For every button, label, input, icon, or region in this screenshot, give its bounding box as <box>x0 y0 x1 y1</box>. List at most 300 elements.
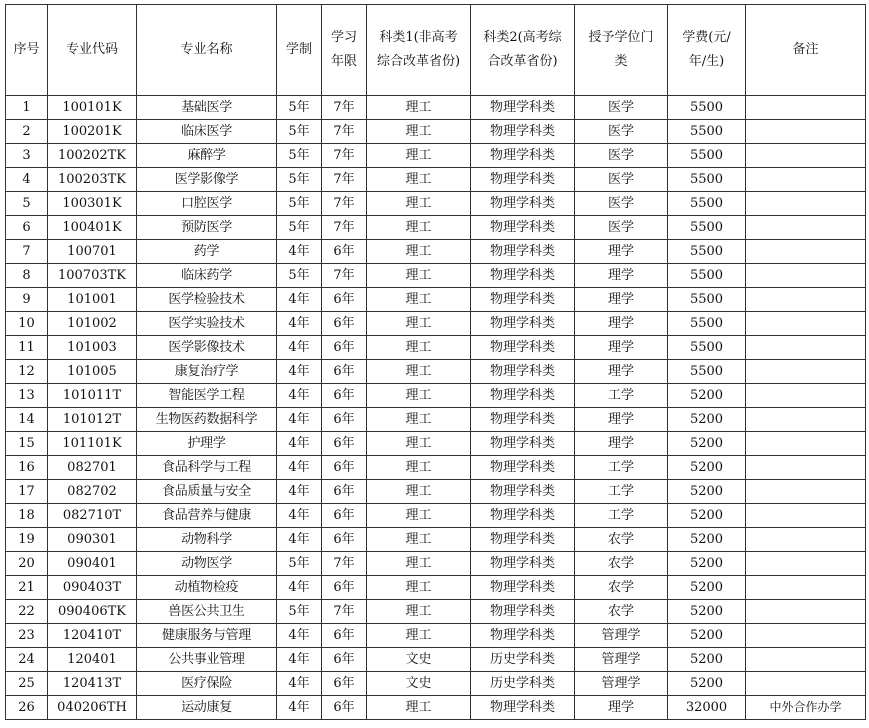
cell-category1: 理工 <box>367 408 471 432</box>
header-study-limit: 学习年限 <box>322 5 367 96</box>
cell-duration: 4年 <box>277 240 322 264</box>
cell-duration: 5年 <box>277 168 322 192</box>
table-row <box>6 216 866 240</box>
cell-code: 100201K <box>48 120 137 144</box>
cell-degree: 理学 <box>575 264 668 288</box>
cell-category1: 文史 <box>367 672 471 696</box>
cell-duration: 4年 <box>277 288 322 312</box>
cell-study-limit: 6年 <box>322 360 367 384</box>
cell-fee: 5200 <box>668 480 746 504</box>
cell-study-limit: 6年 <box>322 672 367 696</box>
cell-fee: 5500 <box>668 120 746 144</box>
cell-study-limit: 7年 <box>322 600 367 624</box>
cell-code: 101003 <box>48 336 137 360</box>
cell-duration: 4年 <box>277 312 322 336</box>
cell-study-limit: 6年 <box>322 480 367 504</box>
cell-category2: 物理学科类 <box>471 456 575 480</box>
cell-study-limit: 6年 <box>322 576 367 600</box>
cell-code: 082701 <box>48 456 137 480</box>
cell-duration: 4年 <box>277 408 322 432</box>
table-row <box>6 576 866 600</box>
cell-fee: 5500 <box>668 96 746 120</box>
cell-study-limit: 7年 <box>322 120 367 144</box>
cell-index: 17 <box>6 480 48 504</box>
cell-category2: 物理学科类 <box>471 120 575 144</box>
cell-duration: 4年 <box>277 672 322 696</box>
table-body <box>6 96 866 720</box>
cell-duration: 5年 <box>277 144 322 168</box>
table-row <box>6 480 866 504</box>
cell-notes <box>746 408 866 432</box>
table-row <box>6 600 866 624</box>
cell-duration: 4年 <box>277 360 322 384</box>
cell-name: 医学影像学 <box>137 168 277 192</box>
cell-notes <box>746 504 866 528</box>
cell-code: 120413T <box>48 672 137 696</box>
cell-notes <box>746 648 866 672</box>
cell-study-limit: 6年 <box>322 696 367 720</box>
cell-study-limit: 7年 <box>322 264 367 288</box>
cell-fee: 5200 <box>668 576 746 600</box>
cell-index: 13 <box>6 384 48 408</box>
table-row <box>6 672 866 696</box>
cell-fee: 5500 <box>668 144 746 168</box>
cell-category1: 理工 <box>367 240 471 264</box>
cell-duration: 5年 <box>277 552 322 576</box>
header-notes: 备注 <box>746 5 866 96</box>
cell-duration: 4年 <box>277 384 322 408</box>
header-duration: 学制 <box>277 5 322 96</box>
cell-fee: 5500 <box>668 216 746 240</box>
cell-code: 100703TK <box>48 264 137 288</box>
cell-duration: 5年 <box>277 216 322 240</box>
cell-index: 5 <box>6 192 48 216</box>
cell-name: 预防医学 <box>137 216 277 240</box>
table-row <box>6 264 866 288</box>
cell-index: 10 <box>6 312 48 336</box>
cell-code: 040206TH <box>48 696 137 720</box>
cell-duration: 4年 <box>277 648 322 672</box>
header-row <box>6 5 866 96</box>
cell-duration: 5年 <box>277 192 322 216</box>
cell-category1: 理工 <box>367 312 471 336</box>
cell-notes <box>746 672 866 696</box>
cell-name: 健康服务与管理 <box>137 624 277 648</box>
cell-name: 公共事业管理 <box>137 648 277 672</box>
cell-duration: 5年 <box>277 96 322 120</box>
cell-fee: 5200 <box>668 384 746 408</box>
cell-category2: 物理学科类 <box>471 432 575 456</box>
cell-fee: 5200 <box>668 672 746 696</box>
cell-code: 101001 <box>48 288 137 312</box>
cell-category1: 理工 <box>367 96 471 120</box>
cell-code: 100701 <box>48 240 137 264</box>
cell-fee: 5500 <box>668 240 746 264</box>
cell-index: 22 <box>6 600 48 624</box>
table-row <box>6 648 866 672</box>
cell-code: 120410T <box>48 624 137 648</box>
cell-category2: 物理学科类 <box>471 192 575 216</box>
cell-category2: 物理学科类 <box>471 504 575 528</box>
cell-degree: 工学 <box>575 504 668 528</box>
cell-code: 100101K <box>48 96 137 120</box>
table-row <box>6 288 866 312</box>
cell-category2: 物理学科类 <box>471 480 575 504</box>
cell-study-limit: 7年 <box>322 168 367 192</box>
cell-category1: 理工 <box>367 528 471 552</box>
cell-index: 3 <box>6 144 48 168</box>
table-row <box>6 192 866 216</box>
cell-notes <box>746 432 866 456</box>
cell-study-limit: 6年 <box>322 456 367 480</box>
cell-study-limit: 6年 <box>322 336 367 360</box>
cell-category1: 理工 <box>367 624 471 648</box>
cell-study-limit: 7年 <box>322 216 367 240</box>
cell-duration: 5年 <box>277 120 322 144</box>
cell-degree: 理学 <box>575 288 668 312</box>
cell-fee: 5200 <box>668 528 746 552</box>
cell-index: 12 <box>6 360 48 384</box>
cell-code: 101012T <box>48 408 137 432</box>
cell-notes <box>746 336 866 360</box>
cell-notes <box>746 240 866 264</box>
table-row <box>6 312 866 336</box>
cell-index: 9 <box>6 288 48 312</box>
cell-notes <box>746 168 866 192</box>
cell-notes <box>746 120 866 144</box>
cell-code: 082710T <box>48 504 137 528</box>
cell-category1: 理工 <box>367 360 471 384</box>
cell-study-limit: 6年 <box>322 408 367 432</box>
cell-category1: 理工 <box>367 168 471 192</box>
cell-index: 15 <box>6 432 48 456</box>
cell-notes <box>746 528 866 552</box>
table-row <box>6 456 866 480</box>
table-row <box>6 96 866 120</box>
cell-name: 兽医公共卫生 <box>137 600 277 624</box>
cell-category1: 理工 <box>367 192 471 216</box>
cell-name: 临床医学 <box>137 120 277 144</box>
cell-degree: 医学 <box>575 120 668 144</box>
header-index: 序号 <box>6 5 48 96</box>
cell-degree: 管理学 <box>575 624 668 648</box>
cell-notes <box>746 624 866 648</box>
cell-category1: 理工 <box>367 144 471 168</box>
cell-category1: 理工 <box>367 216 471 240</box>
table-row <box>6 408 866 432</box>
cell-degree: 理学 <box>575 336 668 360</box>
cell-duration: 4年 <box>277 696 322 720</box>
table-row <box>6 432 866 456</box>
table-row <box>6 168 866 192</box>
cell-category2: 物理学科类 <box>471 408 575 432</box>
cell-code: 090406TK <box>48 600 137 624</box>
cell-duration: 4年 <box>277 624 322 648</box>
cell-index: 21 <box>6 576 48 600</box>
cell-degree: 管理学 <box>575 648 668 672</box>
cell-fee: 5200 <box>668 648 746 672</box>
cell-category2: 物理学科类 <box>471 216 575 240</box>
cell-index: 19 <box>6 528 48 552</box>
cell-notes <box>746 600 866 624</box>
cell-category2: 物理学科类 <box>471 168 575 192</box>
cell-category1: 理工 <box>367 504 471 528</box>
cell-study-limit: 7年 <box>322 192 367 216</box>
cell-degree: 管理学 <box>575 672 668 696</box>
cell-study-limit: 6年 <box>322 648 367 672</box>
cell-category1: 文史 <box>367 648 471 672</box>
cell-category1: 理工 <box>367 696 471 720</box>
cell-name: 医疗保险 <box>137 672 277 696</box>
cell-index: 1 <box>6 96 48 120</box>
cell-name: 运动康复 <box>137 696 277 720</box>
cell-category1: 理工 <box>367 552 471 576</box>
cell-category2: 物理学科类 <box>471 552 575 576</box>
cell-study-limit: 7年 <box>322 144 367 168</box>
cell-fee: 5500 <box>668 168 746 192</box>
cell-code: 120401 <box>48 648 137 672</box>
cell-study-limit: 7年 <box>322 552 367 576</box>
cell-notes <box>746 360 866 384</box>
cell-category1: 理工 <box>367 120 471 144</box>
cell-fee: 5200 <box>668 600 746 624</box>
cell-fee: 5500 <box>668 264 746 288</box>
cell-category1: 理工 <box>367 600 471 624</box>
cell-code: 100202TK <box>48 144 137 168</box>
table-header <box>6 5 866 96</box>
cell-name: 动植物检疫 <box>137 576 277 600</box>
cell-degree: 医学 <box>575 168 668 192</box>
cell-duration: 5年 <box>277 264 322 288</box>
header-code: 专业代码 <box>48 5 137 96</box>
cell-name: 动物科学 <box>137 528 277 552</box>
cell-category2: 历史学科类 <box>471 648 575 672</box>
cell-notes <box>746 312 866 336</box>
cell-degree: 理学 <box>575 696 668 720</box>
cell-study-limit: 6年 <box>322 240 367 264</box>
cell-code: 101101K <box>48 432 137 456</box>
table-row <box>6 336 866 360</box>
cell-degree: 农学 <box>575 528 668 552</box>
cell-index: 7 <box>6 240 48 264</box>
cell-notes <box>746 384 866 408</box>
cell-name: 医学影像技术 <box>137 336 277 360</box>
cell-fee: 5200 <box>668 624 746 648</box>
cell-category2: 物理学科类 <box>471 528 575 552</box>
cell-category2: 物理学科类 <box>471 624 575 648</box>
cell-name: 食品科学与工程 <box>137 456 277 480</box>
cell-duration: 4年 <box>277 528 322 552</box>
cell-notes <box>746 216 866 240</box>
cell-degree: 工学 <box>575 384 668 408</box>
cell-code: 100203TK <box>48 168 137 192</box>
cell-category1: 理工 <box>367 456 471 480</box>
cell-category1: 理工 <box>367 384 471 408</box>
table-row <box>6 624 866 648</box>
cell-notes <box>746 192 866 216</box>
cell-degree: 理学 <box>575 360 668 384</box>
cell-category1: 理工 <box>367 480 471 504</box>
cell-code: 101002 <box>48 312 137 336</box>
cell-index: 24 <box>6 648 48 672</box>
cell-category2: 物理学科类 <box>471 312 575 336</box>
cell-code: 101005 <box>48 360 137 384</box>
cell-fee: 5200 <box>668 408 746 432</box>
table-row <box>6 360 866 384</box>
header-degree: 授予学位门类 <box>575 5 668 96</box>
cell-category2: 物理学科类 <box>471 264 575 288</box>
cell-index: 16 <box>6 456 48 480</box>
cell-degree: 理学 <box>575 408 668 432</box>
majors-table <box>5 4 866 720</box>
cell-notes <box>746 288 866 312</box>
cell-duration: 4年 <box>277 504 322 528</box>
cell-notes <box>746 576 866 600</box>
header-fee: 学费(元/年/生) <box>668 5 746 96</box>
cell-category2: 物理学科类 <box>471 96 575 120</box>
cell-code: 090301 <box>48 528 137 552</box>
cell-index: 18 <box>6 504 48 528</box>
cell-category2: 物理学科类 <box>471 240 575 264</box>
cell-notes <box>746 96 866 120</box>
cell-duration: 4年 <box>277 336 322 360</box>
cell-study-limit: 6年 <box>322 432 367 456</box>
cell-degree: 理学 <box>575 240 668 264</box>
cell-code: 090401 <box>48 552 137 576</box>
cell-fee: 5200 <box>668 432 746 456</box>
cell-category1: 理工 <box>367 576 471 600</box>
cell-name: 口腔医学 <box>137 192 277 216</box>
cell-category2: 物理学科类 <box>471 144 575 168</box>
table-row <box>6 504 866 528</box>
cell-degree: 医学 <box>575 216 668 240</box>
cell-category2: 物理学科类 <box>471 576 575 600</box>
cell-degree: 农学 <box>575 600 668 624</box>
cell-notes <box>746 552 866 576</box>
cell-index: 6 <box>6 216 48 240</box>
cell-category2: 物理学科类 <box>471 696 575 720</box>
cell-index: 25 <box>6 672 48 696</box>
cell-duration: 4年 <box>277 480 322 504</box>
cell-index: 20 <box>6 552 48 576</box>
header-category1: 科类1(非高考综合改革省份) <box>367 5 471 96</box>
header-name: 专业名称 <box>137 5 277 96</box>
cell-study-limit: 6年 <box>322 624 367 648</box>
cell-degree: 农学 <box>575 552 668 576</box>
cell-notes <box>746 480 866 504</box>
cell-name: 生物医药数据科学 <box>137 408 277 432</box>
cell-category2: 历史学科类 <box>471 672 575 696</box>
cell-name: 医学检验技术 <box>137 288 277 312</box>
cell-study-limit: 6年 <box>322 504 367 528</box>
cell-category2: 物理学科类 <box>471 600 575 624</box>
cell-name: 基础医学 <box>137 96 277 120</box>
cell-degree: 理学 <box>575 312 668 336</box>
table-row <box>6 120 866 144</box>
cell-category1: 理工 <box>367 336 471 360</box>
cell-notes <box>746 144 866 168</box>
cell-code: 100301K <box>48 192 137 216</box>
cell-degree: 农学 <box>575 576 668 600</box>
cell-name: 食品营养与健康 <box>137 504 277 528</box>
cell-index: 4 <box>6 168 48 192</box>
cell-code: 090403T <box>48 576 137 600</box>
header-category2: 科类2(高考综合改革省份) <box>471 5 575 96</box>
cell-study-limit: 6年 <box>322 312 367 336</box>
cell-fee: 32000 <box>668 696 746 720</box>
cell-category2: 物理学科类 <box>471 336 575 360</box>
cell-category2: 物理学科类 <box>471 288 575 312</box>
cell-degree: 理学 <box>575 432 668 456</box>
cell-code: 082702 <box>48 480 137 504</box>
cell-fee: 5500 <box>668 192 746 216</box>
cell-index: 23 <box>6 624 48 648</box>
cell-fee: 5200 <box>668 504 746 528</box>
cell-index: 11 <box>6 336 48 360</box>
table-row <box>6 696 866 720</box>
cell-name: 食品质量与安全 <box>137 480 277 504</box>
table-row <box>6 240 866 264</box>
cell-index: 8 <box>6 264 48 288</box>
cell-index: 14 <box>6 408 48 432</box>
cell-name: 药学 <box>137 240 277 264</box>
cell-fee: 5500 <box>668 312 746 336</box>
cell-name: 护理学 <box>137 432 277 456</box>
cell-duration: 4年 <box>277 576 322 600</box>
cell-study-limit: 6年 <box>322 528 367 552</box>
cell-name: 医学实验技术 <box>137 312 277 336</box>
cell-category1: 理工 <box>367 264 471 288</box>
cell-notes: 中外合作办学 <box>746 696 866 720</box>
cell-category2: 物理学科类 <box>471 384 575 408</box>
cell-degree: 工学 <box>575 480 668 504</box>
cell-notes <box>746 456 866 480</box>
cell-category1: 理工 <box>367 288 471 312</box>
cell-degree: 医学 <box>575 192 668 216</box>
cell-duration: 5年 <box>277 600 322 624</box>
cell-code: 100401K <box>48 216 137 240</box>
cell-fee: 5200 <box>668 552 746 576</box>
cell-category2: 物理学科类 <box>471 360 575 384</box>
cell-duration: 4年 <box>277 456 322 480</box>
cell-category1: 理工 <box>367 432 471 456</box>
cell-index: 2 <box>6 120 48 144</box>
table-row <box>6 552 866 576</box>
cell-study-limit: 6年 <box>322 288 367 312</box>
cell-degree: 医学 <box>575 144 668 168</box>
cell-study-limit: 7年 <box>322 96 367 120</box>
cell-name: 麻醉学 <box>137 144 277 168</box>
table-row <box>6 144 866 168</box>
cell-name: 临床药学 <box>137 264 277 288</box>
cell-fee: 5200 <box>668 456 746 480</box>
cell-fee: 5500 <box>668 288 746 312</box>
cell-name: 智能医学工程 <box>137 384 277 408</box>
cell-duration: 4年 <box>277 432 322 456</box>
cell-fee: 5500 <box>668 360 746 384</box>
cell-name: 康复治疗学 <box>137 360 277 384</box>
cell-study-limit: 6年 <box>322 384 367 408</box>
cell-name: 动物医学 <box>137 552 277 576</box>
cell-degree: 医学 <box>575 96 668 120</box>
cell-code: 101011T <box>48 384 137 408</box>
cell-notes <box>746 264 866 288</box>
cell-index: 26 <box>6 696 48 720</box>
table-row <box>6 528 866 552</box>
cell-degree: 工学 <box>575 456 668 480</box>
table-row <box>6 384 866 408</box>
cell-fee: 5500 <box>668 336 746 360</box>
